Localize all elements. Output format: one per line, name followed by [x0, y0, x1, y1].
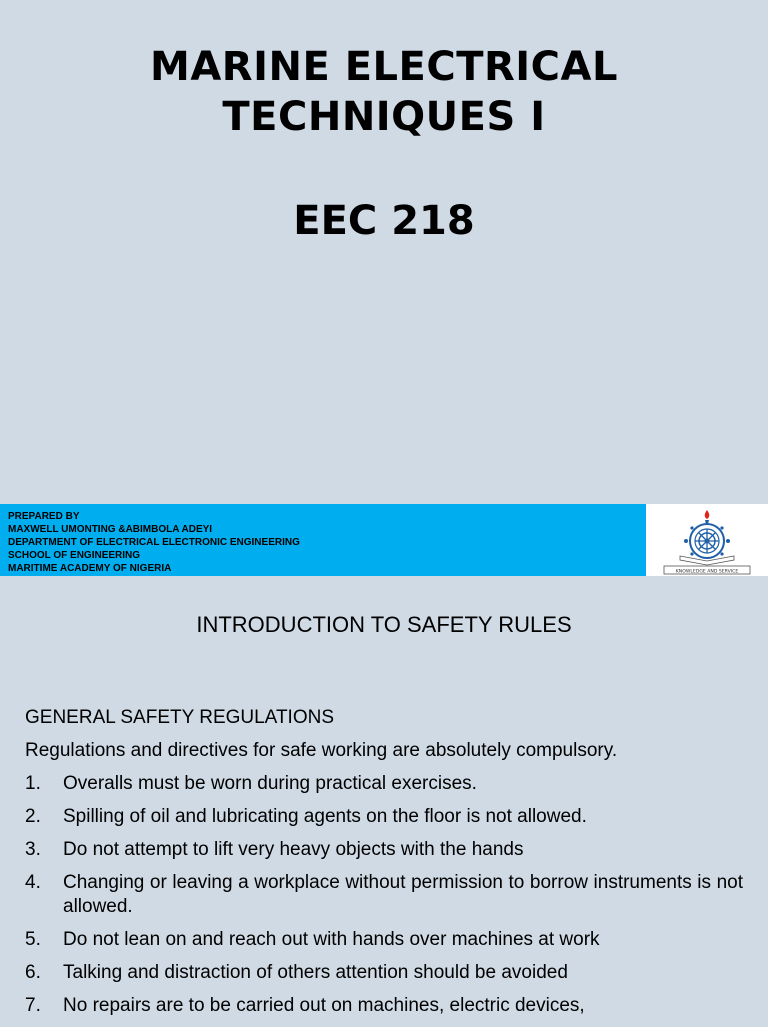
item-number: 5.	[25, 929, 41, 950]
safety-rules-slide	[0, 576, 768, 1024]
academy-logo	[646, 504, 768, 576]
item-number: 3.	[25, 839, 41, 860]
credit-line: PREPARED BY	[8, 511, 80, 522]
subheading: GENERAL SAFETY REGULATIONS	[25, 707, 335, 728]
list-item	[25, 928, 743, 952]
credit-line: SCHOOL OF ENGINEERING	[8, 550, 141, 561]
intro-text: Regulations and directives for safe working are absolutely compulsory.	[25, 740, 618, 761]
item-text: Spilling of oil and lubricating agents on the floor is not allowed.	[63, 806, 587, 827]
credit-line: MAXWELL UMONTING &ABIMBOLA ADEYI	[8, 524, 213, 535]
credit-line: MARITIME ACADEMY OF NIGERIA	[8, 563, 172, 574]
section-heading: INTRODUCTION TO SAFETY RULES	[196, 612, 572, 637]
item-number: 4.	[25, 872, 41, 893]
rules-content	[25, 706, 743, 1027]
list-item	[25, 838, 743, 862]
title-line-2: TECHNIQUES I	[222, 94, 546, 140]
logo-motto: KNOWLEDGE AND SERVICE	[675, 569, 739, 575]
item-text: Do not attempt to lift very heavy objects with the hands	[63, 839, 524, 860]
credits-text	[8, 510, 300, 575]
title-line-1: MARINE ELECTRICAL	[150, 44, 618, 90]
item-number: 1.	[25, 773, 41, 794]
academy-crest-icon	[646, 504, 768, 576]
credits-band	[0, 504, 646, 576]
item-text: Changing or leaving a workplace without permission to borrow instruments is not allowed.	[63, 872, 743, 917]
credit-line: DEPARTMENT OF ELECTRICAL ELECTRONIC ENGINEERING	[8, 537, 300, 548]
list-item	[25, 772, 743, 796]
item-number: 2.	[25, 806, 41, 827]
rules-list	[25, 772, 743, 1018]
list-item	[25, 805, 743, 829]
course-code: EEC 218	[293, 198, 475, 244]
item-number: 7.	[25, 995, 41, 1016]
list-item	[25, 961, 743, 985]
item-text: No repairs are to be carried out on machines, electric devices,	[63, 995, 585, 1016]
item-text: Overalls must be worn during practical exercises.	[63, 773, 477, 794]
list-item	[25, 871, 743, 919]
list-item	[25, 994, 743, 1018]
slide-title	[0, 42, 768, 142]
item-text: Talking and distraction of others attention should be avoided	[63, 962, 568, 983]
item-number: 6.	[25, 962, 41, 983]
item-text: Do not lean on and reach out with hands over machines at work	[63, 929, 600, 950]
